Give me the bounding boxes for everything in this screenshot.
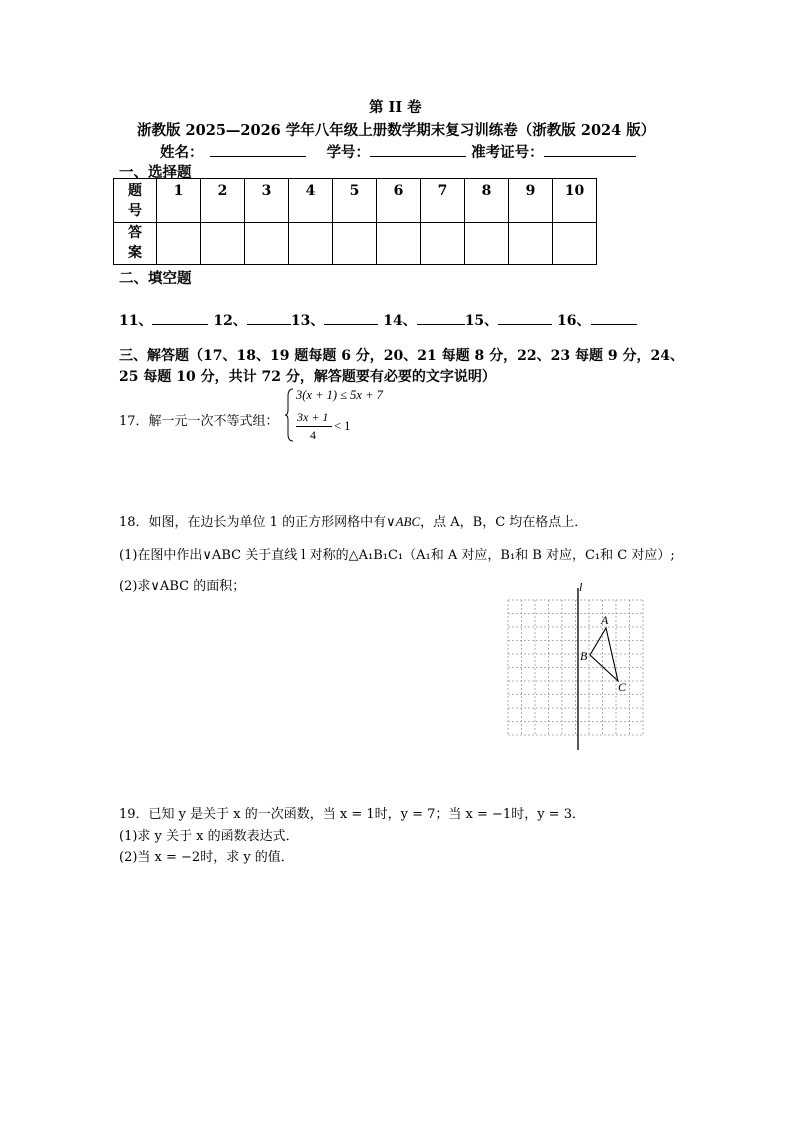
question-number: 1 (157, 179, 201, 223)
question-number: 2 (201, 179, 245, 223)
q17-ineq2-num: 3x + 1 (297, 410, 329, 424)
page-title: 浙教版 2025—2026 学年八年级上册数学期末复习训练卷（浙教版 2024 版） (137, 122, 656, 139)
row-header: 答 案 (114, 223, 157, 265)
q19-stem: 19．已知 y 是关于 x 的一次函数，当 x = 1时，y = 7；当 x = −1时，y = 3． (119, 807, 585, 822)
point-a-label: A (601, 613, 609, 627)
q19-part2: (2)当 x = −2时，求 y 的值． (119, 850, 294, 865)
table-row (114, 179, 597, 223)
blank-14[interactable] (417, 312, 465, 325)
answer-cell[interactable] (333, 223, 377, 265)
q18-part1: (1)在图中作出∨ABC 关于直线 l 对称的△A₁B₁C₁（A₁和 A 对应，B₁和 B 对应，C₁和 C 对应）; (119, 548, 675, 563)
blank-11[interactable] (152, 312, 208, 325)
fill-blank-line: 11、 12、 13、 14、 15、 16、 (119, 310, 637, 330)
row-header: 题 号 (114, 179, 157, 223)
blank-12[interactable] (247, 312, 291, 325)
name-field[interactable] (210, 144, 306, 157)
blank-16[interactable] (591, 312, 637, 325)
answer-table (113, 178, 597, 265)
part-label: 第 II 卷 (369, 99, 422, 116)
exam-field[interactable] (544, 144, 636, 157)
section3-heading-1: 三、解答题（17、18、19 题每题 6 分，20、21 每题 8 分，22、23 每题 9 分，24、 (119, 348, 684, 364)
q17-ineq2-den: 4 (310, 428, 316, 442)
q17-ineq2-rel: < 1 (334, 419, 351, 433)
answer-cell[interactable] (465, 223, 509, 265)
blank-15[interactable] (498, 312, 552, 325)
answer-cell[interactable] (245, 223, 289, 265)
q17-ineq1: 3(x + 1) ≤ 5x + 7 (296, 388, 383, 402)
id-field[interactable] (370, 144, 466, 157)
name-label: 姓名： (160, 144, 204, 161)
answer-cell[interactable] (421, 223, 465, 265)
info-line (160, 141, 636, 162)
brace-icon (285, 388, 295, 442)
answer-cell[interactable] (377, 223, 421, 265)
section1-heading: 一、选择题 (119, 164, 192, 181)
question-number: 3 (245, 179, 289, 223)
q19-part1: (1)求 y 关于 x 的函数表达式． (119, 829, 299, 844)
point-c-label: C (618, 680, 627, 694)
question-number: 7 (421, 179, 465, 223)
point-b-label: B (580, 649, 588, 663)
question-number: 9 (509, 179, 553, 223)
line-label: l (579, 580, 583, 594)
triangle-abc (590, 628, 618, 681)
question-number: 8 (465, 179, 509, 223)
grid-figure (500, 580, 655, 752)
q18-stem: 18．如图，在边长为单位 1 的正方形网格中有∨ABC，点 A，B，C 均在格点上． (119, 514, 588, 530)
id-label: 学号： (326, 144, 371, 161)
blank-13[interactable] (324, 312, 378, 325)
q18-part2: (2)求∨ABC 的面积； (119, 579, 246, 594)
section3-heading-2: 25 每题 10 分，共计 72 分，解答题要有必要的文字说明） (119, 369, 496, 385)
fraction-bar (296, 426, 332, 427)
answer-cell[interactable] (553, 223, 597, 265)
q17-prefix: 17．解一元一次不等式组： (119, 414, 279, 429)
exam-label: 准考证号： (471, 144, 544, 161)
question-number: 6 (377, 179, 421, 223)
table-row (114, 223, 597, 265)
answer-cell[interactable] (509, 223, 553, 265)
section2-heading: 二、填空题 (119, 270, 192, 287)
answer-cell[interactable] (157, 223, 201, 265)
question-number: 5 (333, 179, 377, 223)
question-number: 4 (289, 179, 333, 223)
question-number: 10 (553, 179, 597, 223)
answer-cell[interactable] (289, 223, 333, 265)
answer-cell[interactable] (201, 223, 245, 265)
